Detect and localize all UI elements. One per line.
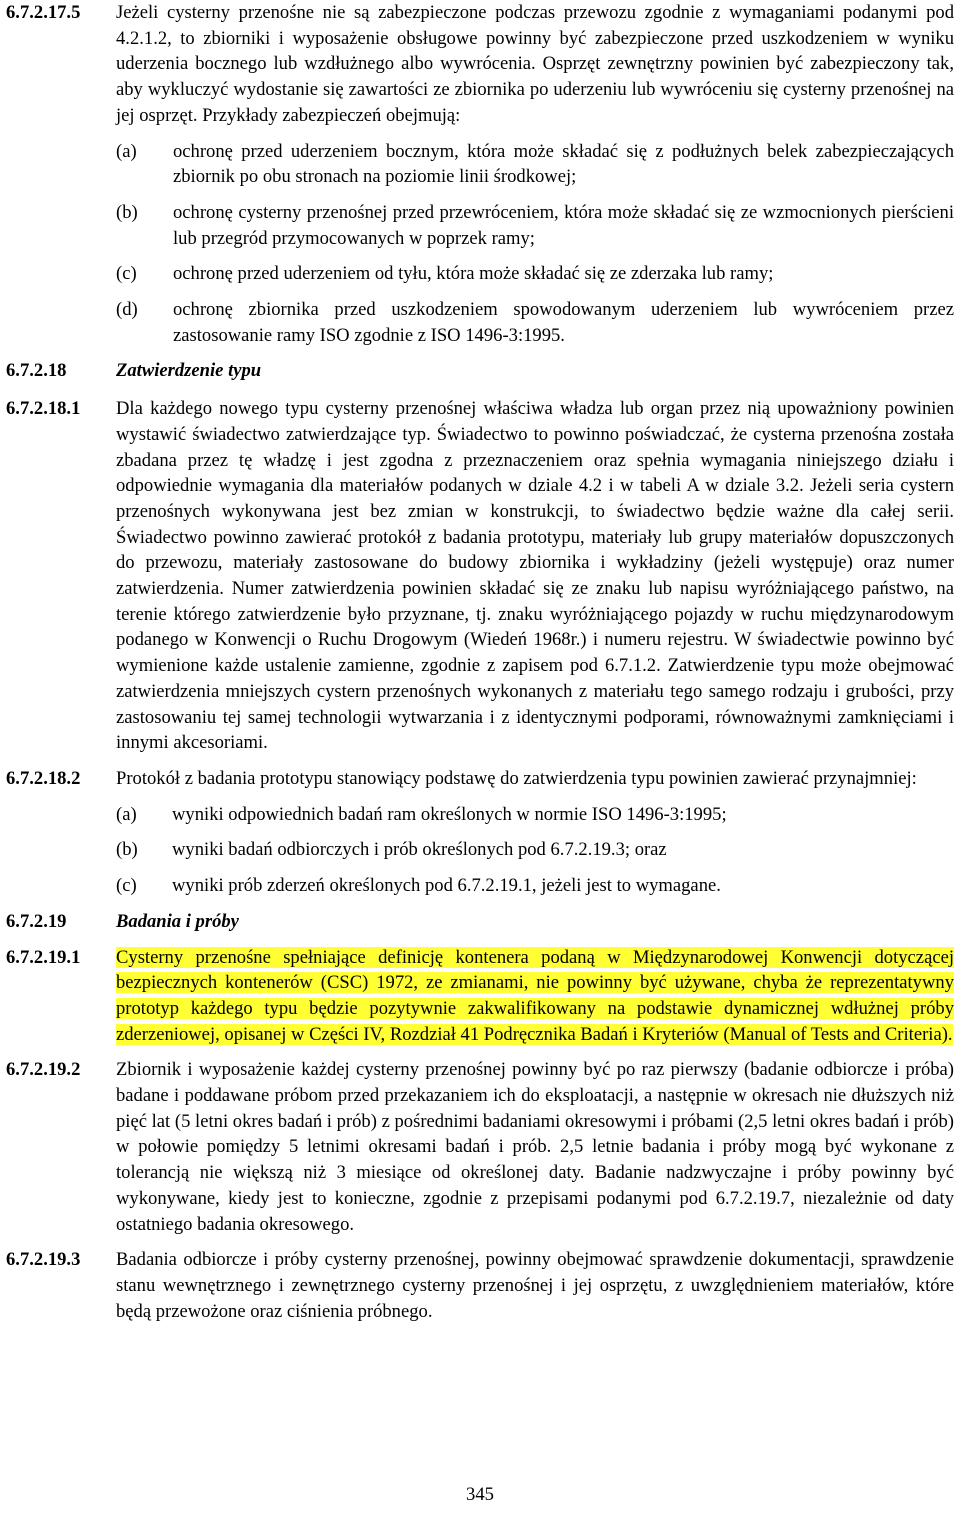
list-item <box>116 802 954 828</box>
document-page <box>6 0 954 1324</box>
section-number: 6.7.2.18.1 <box>6 398 81 420</box>
requirements-list <box>116 802 954 899</box>
list-item <box>116 297 954 348</box>
list-item-text: ochronę przed uderzeniem bocznym, która może składać się z podłużnych belek zabezpieczających zbiornik po obu stronach na poziomie linii środkowej; <box>173 140 954 188</box>
list-item-text: wyniki badań odbiorczych i prób określonych pod 6.7.2.19.3; oraz <box>172 839 667 861</box>
section-6-7-2-19 <box>6 909 954 935</box>
list-item <box>116 200 954 251</box>
list-item <box>116 837 954 863</box>
list-item-label: (b) <box>116 201 138 223</box>
paragraph: Protokół z badania prototypu stanowiący podstawę do zatwierdzenia typu powinien zawierać przynajmniej: <box>116 767 917 789</box>
list-item-label: (c) <box>116 875 137 897</box>
section-6-7-2-18 <box>6 358 954 384</box>
highlighted-text: Cysterny przenośne spełniające definicję kontenera podaną w Międzynarodowej Konwencji dotyczącej bezpiecznych kontenerów (CSC) 1972, ze zmianami, nie powinny być używane, chyba że reprezentatywny prototyp każdego typu będzie pozytywnie zakwalifikowany na podstawie dynamicznej wdłużnej próby zderzeniowej, opisanej w Części IV, Rozdział 41 Podręcznika Badań i Kryteriów (Manual of Tests and Criteria). <box>116 946 954 1045</box>
section-number: 6.7.2.19 <box>6 910 67 932</box>
section-6-7-2-19-2 <box>6 1057 954 1237</box>
section-title: Badania i próby <box>116 910 239 932</box>
section-6-7-2-18-2 <box>6 766 954 899</box>
list-item-text: wyniki prób zderzeń określonych pod 6.7.2.19.1, jeżeli jest to wymagane. <box>172 875 721 897</box>
paragraph: Dla każdego nowego typu cysterny przenośnej właściwa władza lub organ przez nią upoważniony powinien wystawić świadectwo zatwierdzające typ. Świadectwo to powinno poświadczać, że cysterna przenośna została zbadana przez tę władzę i jest zgodna z przeznaczeniem oraz spełnia wymagania niniejszego działu i odpowiednie wymagania dla materiałów podanych w dziale 4.2 i w tabeli A w dziale 3.2. Jeżeli seria cystern przenośnych wykonywana jest bez zmian w konstrukcji, to świadectwo będzie ważne dla całej serii. Świadectwo powinno zawierać protokół z badania prototypu, materiały lub grupy materiałów dopuszczonych do przewozu, materiały zastosowane do budowy zbiornika i wykładziny (jeżeli występuje) oraz numer zatwierdzenia. Numer zatwierdzenia powinien składać się ze znaku lub napisu wyróżniającego państwo, na terenie którego zatwierdzenie było przyznane, tj. znaku wyróżniającego pojazdy w ruchu międzynarodowym podanego w Konwencji o Ruchu Drogowym (Wiedeń 1968r.) i numeru rejestru. W świadectwie powinno być wymienione każde ustalenie zamienne, zgodnie z zapisem pod 6.7.1.2. Zatwierdzenie typu może obejmować zatwierdzenia mniejszych cystern przenośnych wykonanych z materiału tego samego rodzaju i grubości, przy zastosowaniu tej samej technologii wytwarzania i z identycznymi podporami, równoważnymi zamknięciami i innymi akcesoriami. <box>116 398 954 754</box>
section-number: 6.7.2.19.1 <box>6 946 81 968</box>
list-item-label: (c) <box>116 263 137 285</box>
list-item <box>116 873 954 899</box>
list-item-text: wyniki odpowiednich badań ram określonych w normie ISO 1496-3:1995; <box>172 803 727 825</box>
paragraph <box>116 945 954 1048</box>
section-6-7-2-19-1 <box>6 945 954 1048</box>
section-6-7-2-18-1 <box>6 396 954 756</box>
paragraph: Jeżeli cysterny przenośne nie są zabezpieczone podczas przewozu zgodnie z wymaganiami podanymi pod 4.2.1.2, to zbiorniki i wyposażenie obsługowe powinny być zabezpieczone przed uszkodzeniem w wyniku uderzenia bocznego lub wzdłużnego albo wywrócenia. Osprzęt zewnętrzny powinien być zabezpieczony tak, aby wykluczyć wydostanie się zawartości ze zbiornika po uderzeniu lub wywróceniu się cysterny przenośnej na jej osprzęt. Przykłady zabezpieczeń obejmują: <box>116 2 954 126</box>
paragraph: Badania odbiorcze i próby cysterny przenośnej, powinny obejmować sprawdzenie dokumentacji, sprawdzenie stanu wewnętrznego i zewnętrznego cysterny przenośnej i jej osprzętu, z uwzględnieniem materiałów, które będą przewożone oraz ciśnienia próbnego. <box>116 1249 954 1322</box>
section-title: Zatwierdzenie typu <box>116 360 262 382</box>
example-list <box>116 139 954 349</box>
list-item-text: ochronę zbiornika przed uszkodzeniem spowodowanym uderzeniem lub wywróceniem przez zastosowanie ramy ISO zgodnie z ISO 1496-3:1995. <box>173 299 954 346</box>
paragraph: Zbiornik i wyposażenie każdej cysterny przenośnej powinny być po raz pierwszy (badanie odbiorcze i próba) badane i poddawane próbom przed przekazaniem ich do eksploatacji, a następnie w okresach nie dłuższych niż pięć lat (5 letni okres badań i prób) z pośrednimi badaniami okresowymi i próbami (2,5 letni okres badań i prób) w połowie pomiędzy 5 letnimi okresami badań i prób. 2,5 letnie badania i próby mogą być wykonane z tolerancją nie większą niż 3 miesiące od określonej daty. Badanie nadzwyczajne i próby powinny być wykonywane, kiedy jest to konieczne, zgodnie z przepisami podanymi pod 6.7.2.19.7, niezależnie od daty ostatniego badania okresowego. <box>116 1059 954 1235</box>
list-item <box>116 139 954 190</box>
section-number: 6.7.2.19.3 <box>6 1249 81 1271</box>
section-number: 6.7.2.18.2 <box>6 767 81 789</box>
list-item-text: ochronę przed uderzeniem od tyłu, która może składać się ze zderzaka lub ramy; <box>173 263 774 285</box>
section-number: 6.7.2.18 <box>6 360 67 382</box>
list-item-text: ochronę cysterny przenośnej przed przewróceniem, która może składać się ze wzmocnionych pierścieni lub przegród przymocowanych w poprzek ramy; <box>173 201 954 249</box>
list-item-label: (d) <box>116 299 138 321</box>
list-item <box>116 261 954 287</box>
list-item-label: (a) <box>116 140 137 162</box>
section-6-7-2-17-5 <box>6 0 954 348</box>
section-6-7-2-19-3 <box>6 1247 954 1324</box>
list-item-label: (a) <box>116 803 137 825</box>
section-number: 6.7.2.19.2 <box>6 1059 81 1081</box>
page-number: 345 <box>466 1484 494 1505</box>
list-item-label: (b) <box>116 839 138 861</box>
section-number: 6.7.2.17.5 <box>6 2 81 23</box>
